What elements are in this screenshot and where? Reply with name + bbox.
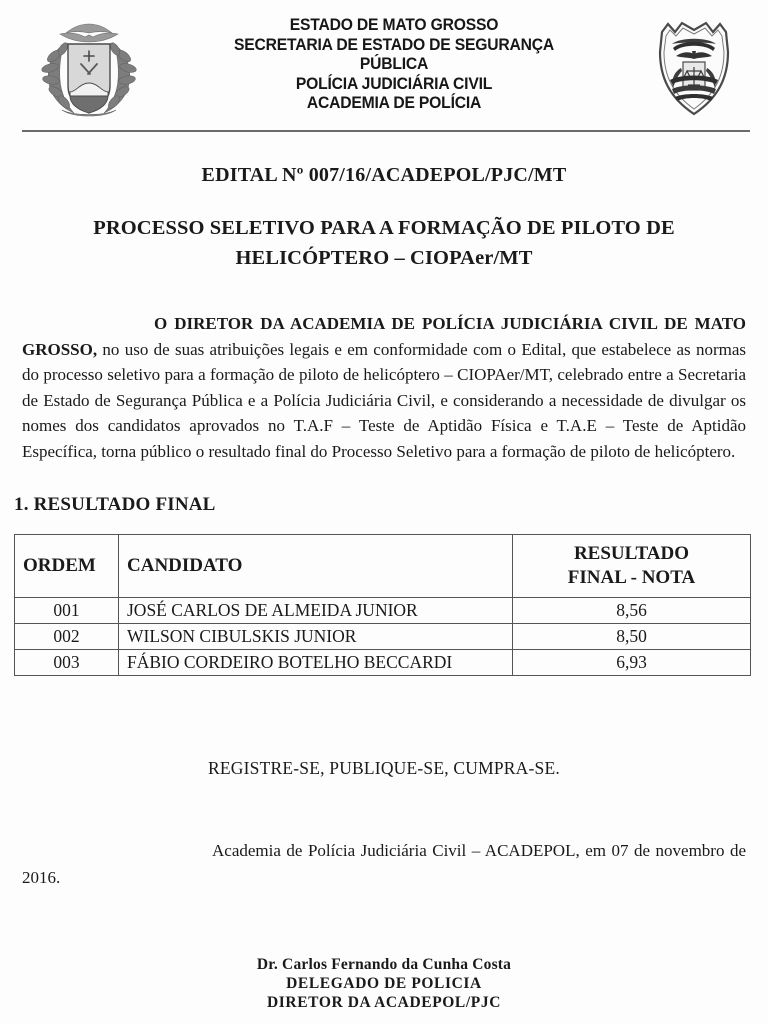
signatory-role-2: DIRETOR DA ACADEPOL/PJC	[267, 994, 501, 1011]
header-line-2: SECRETARIA DE ESTADO DE SEGURANÇA	[233, 35, 555, 54]
policia-judiciaria-civil-badge-icon	[648, 18, 740, 122]
edital-number: EDITAL Nº 007/16/ACADEPOL/PJC/MT	[201, 164, 567, 186]
column-header-ordem: ORDEM	[15, 535, 119, 598]
cell-nota: 6,93	[513, 650, 751, 676]
document-title-line-1: PROCESSO SELETIVO PARA A FORMAÇÃO DE PILOTO DE	[93, 217, 675, 239]
column-header-resultado-line-2: FINAL - NOTA	[567, 567, 696, 588]
cell-candidato: FÁBIO CORDEIRO BOTELHO BECCARDI	[119, 650, 513, 676]
results-table-body	[15, 598, 751, 676]
preamble-paragraph	[22, 311, 746, 464]
signature-block	[0, 955, 768, 1012]
table-row	[15, 624, 751, 650]
header-divider	[22, 130, 750, 132]
header-title-block	[170, 16, 618, 114]
cell-candidato: JOSÉ CARLOS DE ALMEIDA JUNIOR	[119, 598, 513, 624]
dateline: Academia de Polícia Judiciária Civil – ACADEPOL, em 07 de novembro de 2016.	[22, 841, 746, 887]
table-row	[15, 598, 751, 624]
closing-formula: REGISTRE-SE, PUBLIQUE-SE, CUMPRA-SE.	[208, 758, 560, 778]
column-header-candidato: CANDIDATO	[119, 535, 513, 598]
signatory-role-1: DELEGADO DE POLICIA	[286, 975, 482, 992]
preamble-rest: no uso de suas atribuições legais e em conformidade com o Edital, que estabelece as normas do processo seletivo para a formação de piloto de helicóptero – CIOPAer/MT, celebrado entre a Secretaria de Estado de Segurança Pública e a Polícia Judiciária Civil, e considerando a necessidade de divulgar os nomes dos candidatos aprovados no T.A.F – Teste de Aptidão Física e T.A.E – Teste de Aptidão Específica, torna público o resultado final do Processo Seletivo para a formação de piloto de helicóptero.	[22, 339, 746, 461]
table-row	[15, 650, 751, 676]
results-table	[14, 534, 751, 676]
header-line-3: PÚBLICA	[359, 55, 429, 73]
header-line-1: ESTADO DE MATO GROSSO	[289, 16, 499, 34]
document-title	[58, 213, 710, 273]
signatory-name: Dr. Carlos Fernando da Cunha Costa	[256, 956, 512, 973]
cell-nota: 8,56	[513, 598, 751, 624]
header-line-5: ACADEMIA DE POLÍCIA	[306, 94, 482, 112]
table-header-row	[15, 535, 751, 598]
column-header-resultado	[513, 535, 751, 598]
column-header-resultado-line-1: RESULTADO	[573, 543, 690, 564]
mato-grosso-coat-of-arms-icon	[30, 18, 148, 122]
cell-ordem: 003	[15, 650, 119, 676]
header-line-4: POLÍCIA JUDICIÁRIA CIVIL	[295, 74, 493, 93]
document-title-line-2: HELICÓPTERO – CIOPAer/MT	[235, 247, 533, 269]
cell-ordem: 002	[15, 624, 119, 650]
section-heading-resultado-final: 1. RESULTADO FINAL	[14, 494, 216, 515]
cell-nota: 8,50	[513, 624, 751, 650]
document-header	[0, 0, 768, 132]
cell-ordem: 001	[15, 598, 119, 624]
cell-candidato: WILSON CIBULSKIS JUNIOR	[119, 624, 513, 650]
preamble-lead: O DIRETOR DA ACADEMIA DE POLÍCIA JUDICIÁRIA CIVIL DE MATO GROSSO,	[22, 314, 746, 359]
